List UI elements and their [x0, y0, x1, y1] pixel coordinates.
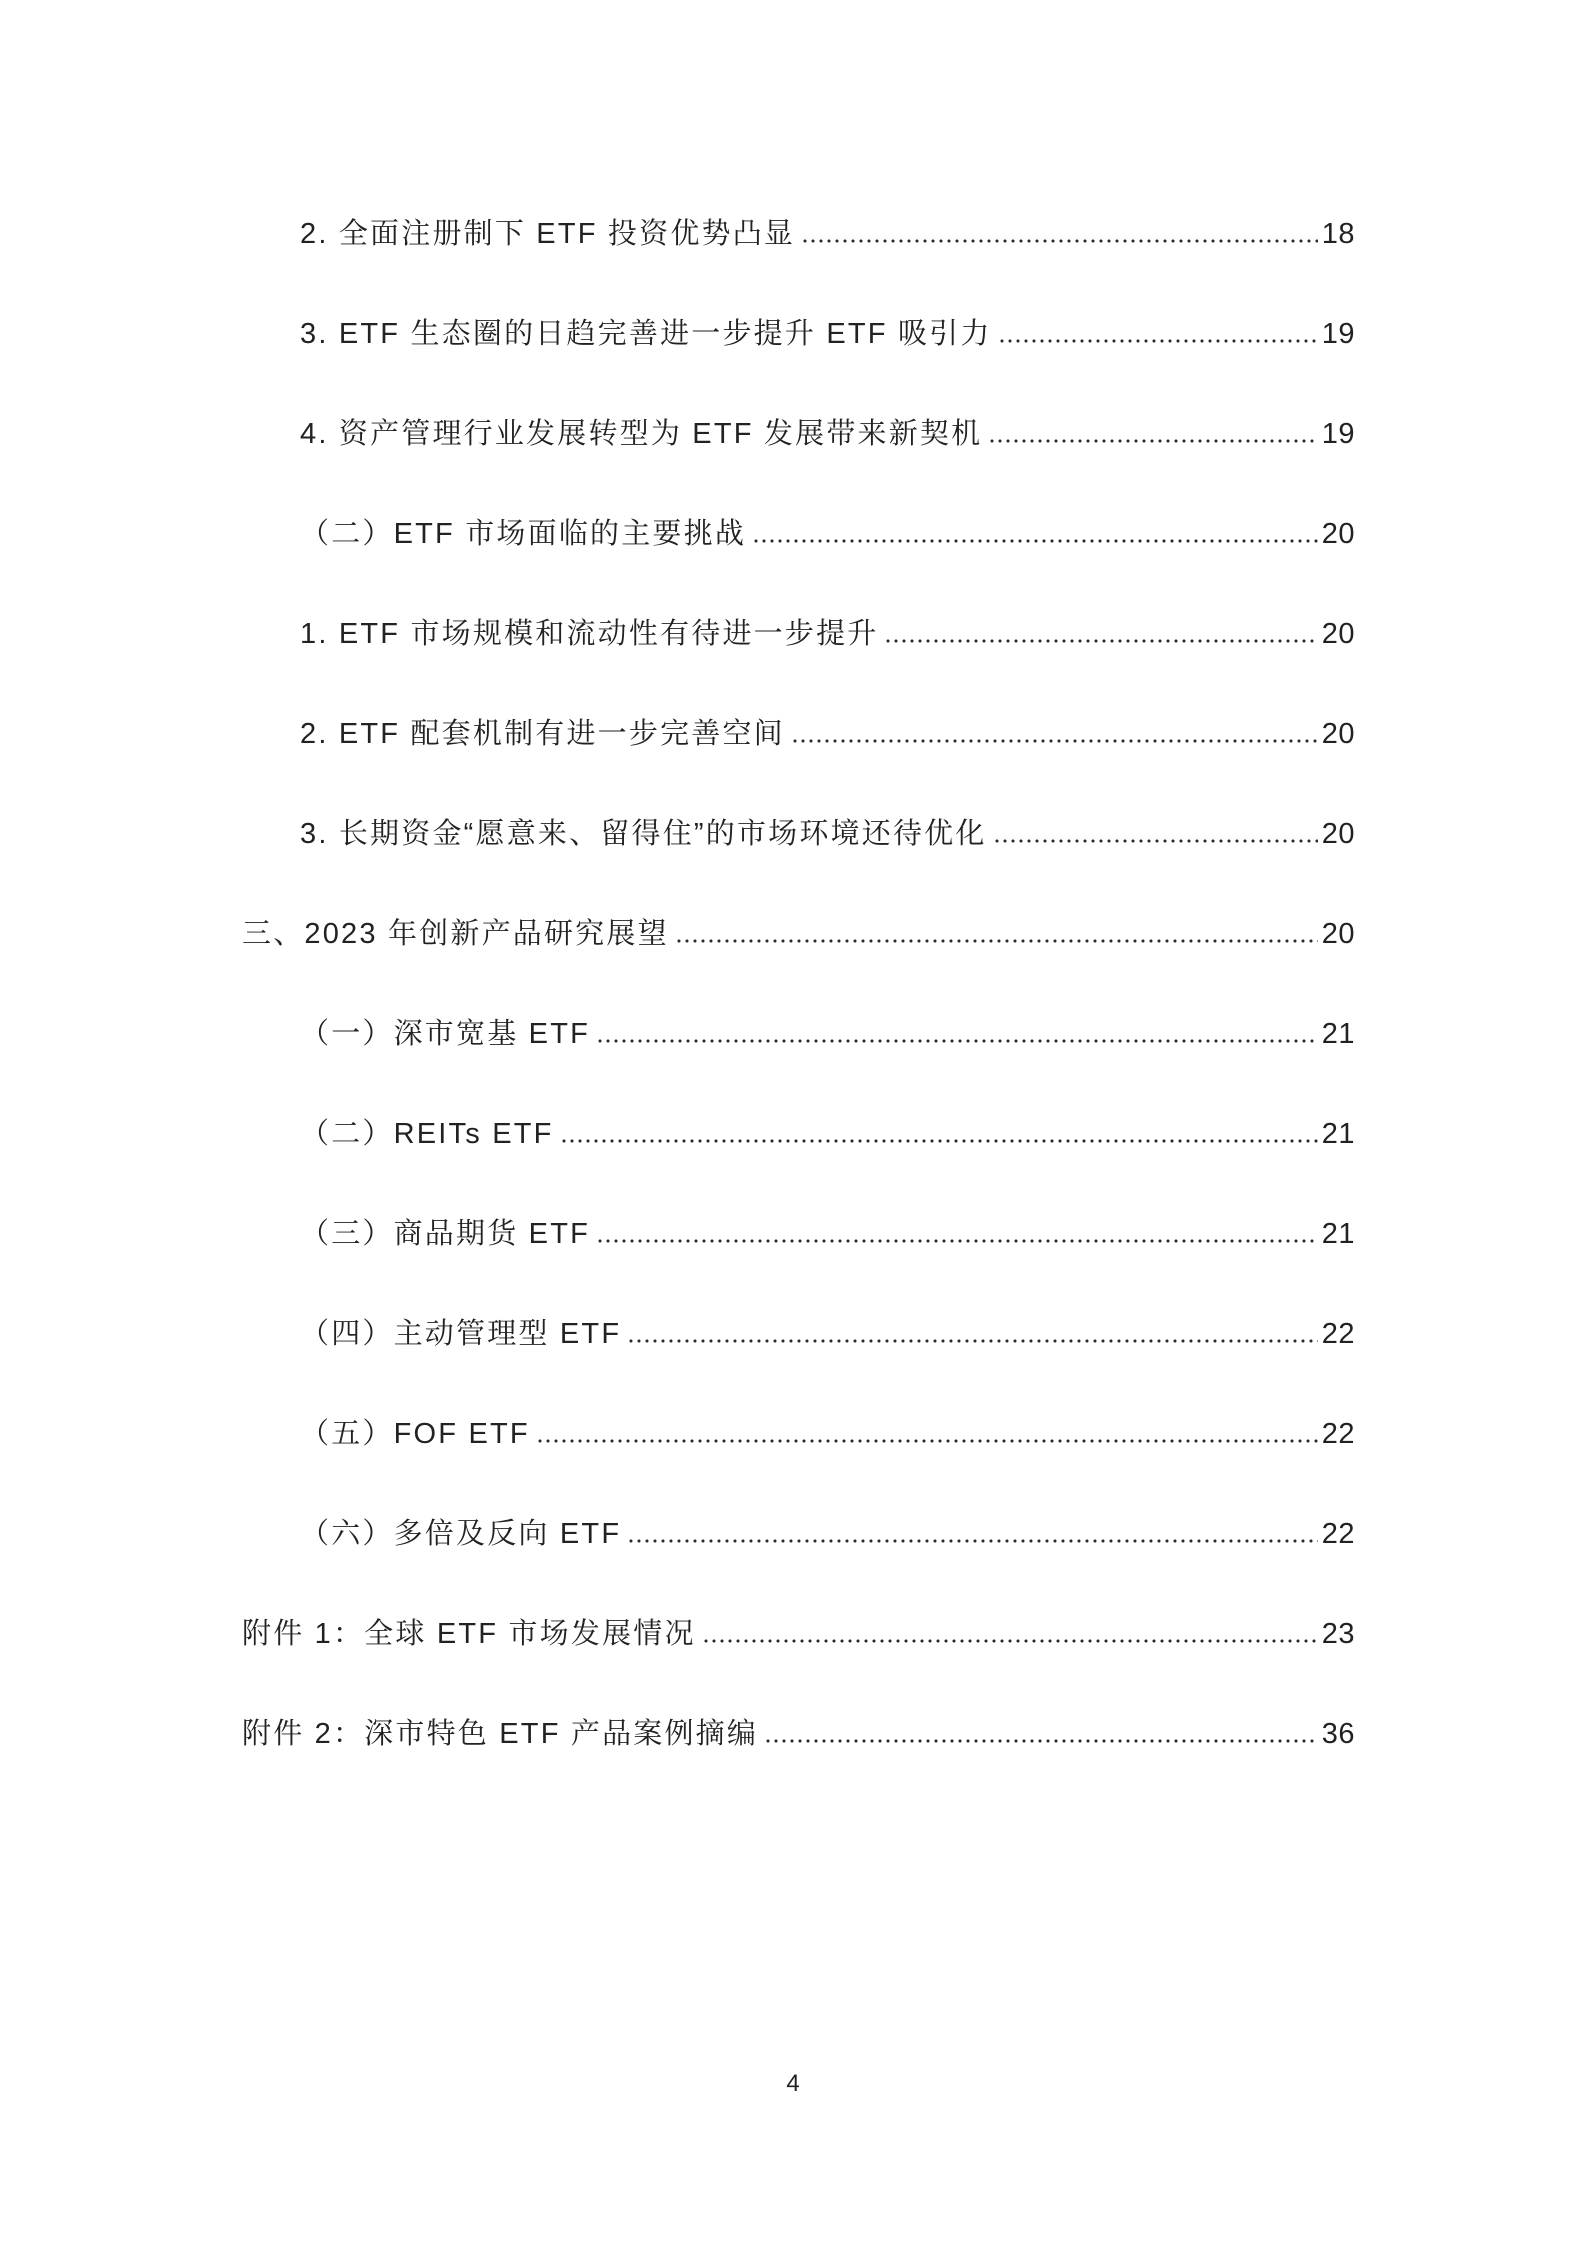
toc-entry-title: 附件 2：深市特色 ETF 产品案例摘编	[242, 1718, 759, 1750]
toc-appendix-entry	[0, 1714, 1586, 1814]
toc-entry-page-number: 23	[1321, 1618, 1355, 1650]
toc-entry-page-number: 36	[1321, 1718, 1355, 1750]
toc-dot-leader	[675, 914, 1318, 954]
toc-entry-page-number: 21	[1321, 1118, 1355, 1150]
toc-entry-title: 3. ETF 生态圈的日趋完善进一步提升 ETF 吸引力	[300, 318, 992, 350]
toc-entry-page-number: 20	[1321, 718, 1355, 750]
toc-entry	[0, 1314, 1586, 1414]
toc-section-entry	[0, 914, 1586, 1014]
toc-entry-title: （六）多倍及反向 ETF	[300, 1518, 622, 1550]
toc-dot-leader	[884, 614, 1317, 654]
toc-entry-title: 附件 1：全球 ETF 市场发展情况	[242, 1618, 696, 1650]
toc-dot-leader	[988, 414, 1317, 454]
toc-dot-leader	[702, 1614, 1318, 1654]
toc-entry-title: （一）深市宽基 ETF	[300, 1018, 591, 1050]
toc-entry-title: （三）商品期货 ETF	[300, 1218, 591, 1250]
toc-entry	[0, 214, 1586, 314]
toc-dot-leader	[801, 214, 1318, 254]
toc-entry	[0, 1114, 1586, 1214]
toc-dot-leader	[560, 1114, 1318, 1154]
toc-entry	[0, 1514, 1586, 1614]
toc-entry-title: （四）主动管理型 ETF	[300, 1318, 622, 1350]
toc-dot-leader	[596, 1014, 1318, 1054]
toc-entry-page-number: 19	[1321, 418, 1355, 450]
toc-dot-leader	[752, 514, 1318, 554]
toc-entry	[0, 514, 1586, 614]
toc-entry-title: （二）ETF 市场面临的主要挑战	[300, 518, 747, 550]
toc-entry-title: 3. 长期资金“愿意来、留得住”的市场环境还待优化	[300, 818, 987, 850]
toc-entry-title: 1. ETF 市场规模和流动性有待进一步提升	[300, 618, 879, 650]
toc-entry	[0, 1014, 1586, 1114]
toc-dot-leader	[627, 1514, 1318, 1554]
toc-entry-page-number: 22	[1321, 1318, 1355, 1350]
toc-entry-page-number: 21	[1321, 1018, 1355, 1050]
toc-entry	[0, 814, 1586, 914]
toc-entry-title: 2. ETF 配套机制有进一步完善空间	[300, 718, 785, 750]
toc-entry-page-number: 20	[1321, 818, 1355, 850]
toc-entry	[0, 414, 1586, 514]
toc-entry-page-number: 20	[1321, 518, 1355, 550]
toc-dot-leader	[627, 1314, 1318, 1354]
toc-entry-page-number: 22	[1321, 1518, 1355, 1550]
toc-entry-page-number: 22	[1321, 1418, 1355, 1450]
toc-entry-page-number: 19	[1321, 318, 1355, 350]
toc-entry-page-number: 20	[1321, 618, 1355, 650]
toc-entry-page-number: 18	[1321, 218, 1355, 250]
toc-dot-leader	[998, 314, 1318, 354]
toc-entry	[0, 314, 1586, 414]
toc-entry	[0, 714, 1586, 814]
toc-dot-leader	[764, 1714, 1318, 1754]
toc-appendix-entry	[0, 1614, 1586, 1714]
toc-entry-title: 2. 全面注册制下 ETF 投资优势凸显	[300, 218, 796, 250]
toc-dot-leader	[596, 1214, 1318, 1254]
toc-dot-leader	[791, 714, 1318, 754]
toc-entry-page-number: 21	[1321, 1218, 1355, 1250]
toc-entry-page-number: 20	[1321, 918, 1355, 950]
toc-dot-leader	[993, 814, 1318, 854]
toc-entry	[0, 614, 1586, 714]
toc-entry	[0, 1414, 1586, 1514]
footer-page-number: 4	[786, 2070, 800, 2097]
table-of-contents	[0, 214, 1586, 1814]
toc-entry	[0, 1214, 1586, 1314]
toc-entry-title: （二）REITs ETF	[300, 1118, 554, 1150]
toc-entry-title: 4. 资产管理行业发展转型为 ETF 发展带来新契机	[300, 418, 983, 450]
toc-entry-title: （五）FOF ETF	[300, 1418, 530, 1450]
toc-entry-title: 三、2023 年创新产品研究展望	[242, 918, 669, 950]
toc-dot-leader	[536, 1414, 1318, 1454]
